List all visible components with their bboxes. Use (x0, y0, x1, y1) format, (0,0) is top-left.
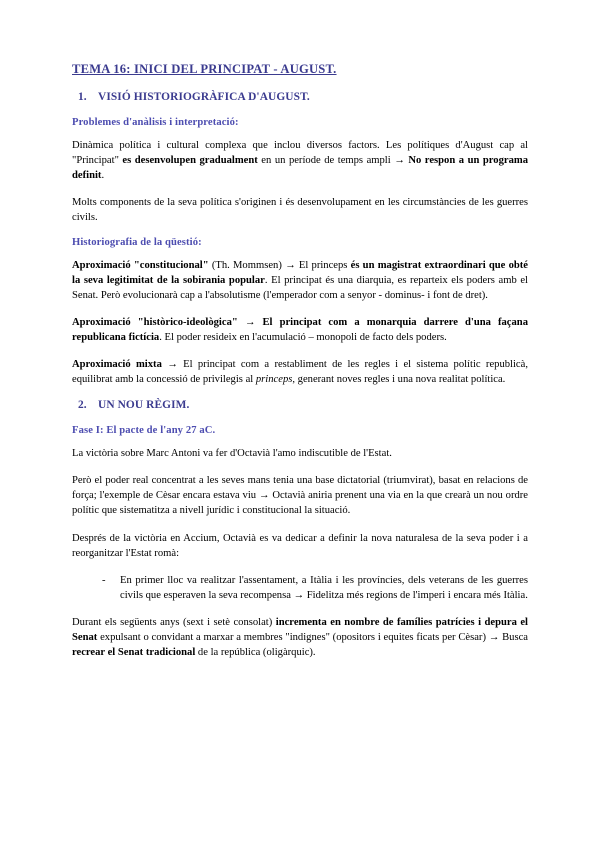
paragraph-components-politica: Molts components de la seva política s'originen i és desenvolupament en les circumstàncies de les guerres civils. (72, 197, 528, 224)
subheading-fase-i: Fase I: El pacte de l'any 27 aC. (72, 425, 216, 437)
dash-bullet-icon: - (102, 574, 106, 586)
paragraph-aproximacio-historico-ideologica (72, 315, 528, 345)
paragraph-victoria-marc-antoni: La victòria sobre Marc Antoni va fer d'Octavià l'amo indiscutible de l'Estat. (72, 448, 392, 460)
text-run: → El principat com a restabliment de les regles i el sistema polític republicà, equilibrat amb la concessió de privilegis al (72, 359, 528, 386)
text-run-italic: princeps (255, 374, 293, 386)
section-title-1: VISIÓ HISTORIOGRÀFICA D'AUGUST. (98, 91, 310, 103)
paragraph-depura-senat (72, 615, 528, 660)
list-item-text: En primer lloc va realitzar l'assentament, a Itàlia i les províncies, dels veterans de les guerres civils que esperaven la seva recompensa → Fidelitza més regions de l'imperi i encara més Itàlia. (120, 574, 528, 601)
paragraph-despres-accium: Després de la victòria en Accium, Octavià es va dedicar a definir la nova naturalesa de la seva poder i a reorganitzar l'Estat romà: (72, 532, 528, 559)
page-title: TEMA 16: INICI DEL PRINCIPAT - AUGUST. (72, 62, 337, 76)
subheading-problemes: Problemes d'anàlisis i interpretació: (72, 117, 239, 128)
text-run-bold: és un magistrat extraordinari que obté la seva legitimitat de la sobirania popular (72, 260, 528, 287)
text-run-bold: Aproximació "constitucional" (72, 260, 209, 272)
text-run: (Th. Mommsen) → El princeps (208, 260, 351, 272)
text-run: Dinàmica política i cultural complexa que inclou diversos factors. Les polítiques d'August cap al "Principat" (72, 140, 528, 167)
paragraph-aproximacio-constitucional (72, 258, 528, 303)
list-item (72, 573, 528, 603)
text-run: Durant els següents anys (sext i setè consolat) (72, 616, 276, 628)
text-run: de la república (oligàrquic). (195, 646, 316, 658)
section-heading-1 (72, 91, 528, 103)
text-run: . (101, 170, 105, 182)
text-run-bold: recrear el Senat tradicional (72, 646, 196, 658)
section-heading-2 (72, 399, 528, 411)
text-run-bold: No respon a un programa definit (72, 155, 528, 182)
text-run: . El principat és una diarquia, es reparteix els poders amb el Senat. Però evolucionarà cap a l'absolutisme (l'emperador com a senyor - dominus- i font de dret). (72, 275, 528, 302)
text-run-bold: Aproximació mixta (72, 359, 162, 371)
text-run: , generant noves regles i una nova realitat política. (292, 374, 506, 386)
text-run: . El poder resideix en l'acumulació – monopoli de facto dels poders. (159, 332, 447, 344)
text-run-bold: Aproximació "històrico-ideològica" → El principat com a monarquia darrere d'una façana republicana fictícia (72, 317, 528, 344)
subheading-historiografia: Historiografia de la qüestió: (72, 237, 202, 249)
paragraph-aproximacio-mixta (72, 357, 528, 387)
paragraph-poder-real: Però el poder real concentrat a les seves mans tenia una base dictatorial (triumvirat), basat en relacions de força; l'exemple de Cèsar encara estava viu → Octavià aniria prenent una via en la que crearà un nou ordre polític que sistematitza a nivell jurídic i constitucional la situació. (72, 475, 528, 517)
section-number-2: 2. (78, 399, 87, 412)
section-title-2: UN NOU RÈGIM. (98, 399, 190, 412)
text-run-bold: es desenvolupen gradualment (122, 155, 258, 167)
paragraph-dinamica-politica (72, 138, 528, 183)
text-run-bold: incrementa en nombre de famílies patrícies i depura el Senat (72, 616, 528, 643)
section-number-1: 1. (78, 91, 87, 103)
text-run: en un període de temps ampli → (257, 155, 409, 167)
text-run: expulsant o convidant a marxar a membres "indignes" (opositors i equites ficats per Cèsar) → Busca (97, 631, 528, 643)
